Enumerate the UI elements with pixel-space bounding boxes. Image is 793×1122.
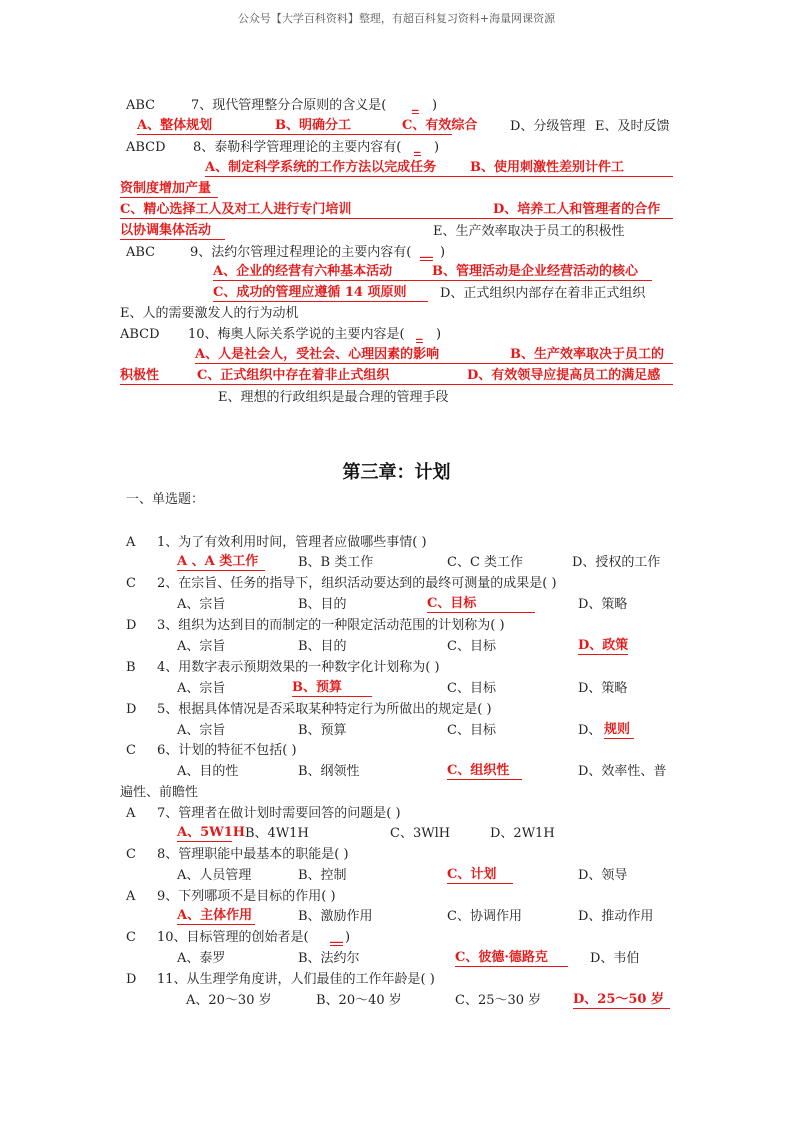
question-text: D、正式组织内部存在着非正式组织: [440, 286, 646, 301]
section-label: 一、单选题：: [126, 492, 205, 507]
answer-option: C、有效综合: [402, 118, 478, 133]
answer-option: B、预算: [292, 680, 372, 697]
answer-option: D、培养工人和管理者的合作: [493, 202, 673, 219]
question-text: 3、组织为达到目的而制定的一种限定活动范围的计划称为( ): [157, 618, 505, 633]
answer-option: A、制定科学系统的工作方法以完成任务: [205, 160, 470, 177]
question-text: B、4W1H: [245, 826, 309, 841]
question-text: B、纲领性: [298, 764, 360, 779]
question-text: E、生产效率取决于员工的积极性: [433, 224, 625, 239]
answer-key: ABCD: [120, 327, 160, 342]
question-text: E、及时反馈: [595, 119, 670, 134]
question-text: B、20～40 岁: [316, 993, 402, 1008]
answer-key: C: [126, 847, 136, 862]
answer-key: C: [126, 743, 136, 758]
question-text: 9、法约尔管理过程理论的主要内容有(: [190, 245, 412, 260]
question-text: D、2W1H: [490, 826, 555, 841]
answer-key: A: [126, 889, 136, 904]
question-text: D、策略: [578, 681, 628, 696]
question-text: C、目标: [447, 639, 496, 654]
question-text: A、人员管理: [177, 868, 252, 883]
question-text: B、法约尔: [298, 951, 360, 966]
answer-option: _: [414, 139, 421, 154]
answer-key: D: [126, 972, 137, 987]
question-text: D、推动作用: [578, 909, 654, 924]
question-text: D、授权的工作: [572, 555, 661, 570]
question-text: B、控制: [298, 868, 347, 883]
question-text: ): [432, 98, 438, 113]
question-text: B、预算: [298, 723, 347, 738]
question-text: 11、从生理学角度讲，人们最佳的工作年龄是( ): [157, 972, 435, 987]
question-text: B、B 类工作: [298, 555, 374, 570]
question-text: 7、现代管理整分合原则的含义是(: [191, 98, 387, 113]
answer-key: B: [126, 660, 136, 675]
answer-option: C、精心选择工人及对工人进行专门培训: [120, 202, 493, 219]
answer-option: 积极性: [120, 368, 197, 385]
question-text: A、宗旨: [177, 597, 226, 612]
question-text: C、目标: [447, 681, 496, 696]
answer-option: A、人是社会人，受社会、心理因素的影响: [195, 347, 510, 364]
question-text: C、目标: [447, 723, 496, 738]
answer-option: __: [420, 244, 433, 259]
answer-option: 以协调集体活动: [120, 223, 225, 240]
question-text: 8、管理职能中最基本的职能是( ): [157, 847, 349, 862]
question-text: ): [436, 327, 442, 342]
question-text: C、25～30 岁: [455, 993, 542, 1008]
question-text: B、目的: [298, 597, 347, 612]
question-text: D、: [578, 723, 602, 738]
question-text: ): [345, 930, 351, 945]
answer-key: D: [126, 702, 137, 717]
answer-key: A: [126, 806, 136, 821]
question-text: D、效率性、普: [578, 764, 667, 779]
question-text: 遍性、前瞻性: [120, 785, 199, 800]
answer-option: C、正式组织中存在着非止式组织: [197, 368, 467, 385]
answer-option: A 、A 类工作: [177, 554, 265, 571]
question-text: A、泰罗: [177, 951, 226, 966]
answer-option: C、目标: [427, 596, 535, 613]
question-text: A、20～30 岁: [186, 993, 272, 1008]
question-text: 5、根据具体情况是否采取某种特定行为所做出的规定是( ): [157, 702, 492, 717]
answer-key: ABC: [126, 98, 156, 113]
question-text: A、目的性: [177, 764, 239, 779]
question-text: A、宗旨: [177, 681, 226, 696]
question-text: 2、在宗旨、任务的指导下，组织活动要达到的最终可测量的成果是( ): [157, 576, 557, 591]
answer-key: ABCD: [126, 140, 166, 155]
answer-option: _: [412, 97, 419, 112]
answer-option: 规则: [604, 722, 634, 739]
answer-option: C、成功的管理应遵循 14 项原则: [213, 285, 428, 302]
answer-option: D、25～50 岁: [573, 992, 670, 1009]
question-text: E、人的需要激发人的行为动机: [120, 306, 299, 321]
answer-option: C、彼德·德路克: [455, 950, 568, 967]
question-text: D、领导: [578, 868, 628, 883]
question-text: C、协调作用: [447, 909, 522, 924]
question-text: A、宗旨: [177, 723, 226, 738]
page-header: 公众号【大学百科资料】整理，有超百科复习资料+海量网课资源: [237, 12, 556, 25]
question-text: C、C 类工作: [447, 555, 524, 570]
answer-option: 资制度增加产量: [120, 181, 218, 198]
answer-option: D、政策: [578, 638, 629, 653]
question-text: 9、下列哪项不是目标的作用( ): [157, 889, 336, 904]
question-text: 6、计划的特征不包括( ): [157, 743, 297, 758]
question-text: B、激励作用: [298, 909, 373, 924]
question-text: 7、管理者在做计划时需要回答的问题是( ): [157, 806, 401, 821]
question-text: ): [440, 245, 446, 260]
answer-option: C、组织性: [447, 763, 522, 780]
question-text: B、目的: [298, 639, 347, 654]
question-text: E、理想的行政组织是最合理的管理手段: [218, 390, 449, 405]
answer-option: A、主体作用: [177, 908, 255, 925]
answer-option: C、计划: [447, 867, 513, 884]
question-text: ): [434, 140, 440, 155]
question-text: C、3WlH: [390, 826, 451, 841]
answer-option: B、管理活动是企业经营活动的核心: [432, 264, 652, 281]
answer-key: ABC: [126, 245, 156, 260]
answer-option: A、5W1H: [177, 825, 246, 840]
answer-option: A、企业的经营有六种基本活动: [213, 264, 432, 281]
question-text: 10、目标管理的创始者是(: [157, 930, 309, 945]
answer-option: __: [330, 929, 343, 944]
chapter-title: 第三章：计划: [342, 462, 451, 483]
answer-key: D: [126, 618, 137, 633]
question-text: D、策略: [578, 597, 628, 612]
answer-option: B、生产效率取决于员工的: [510, 347, 673, 364]
answer-option: B、使用刺激性差别计件工: [470, 160, 673, 177]
question-text: 1、为了有效利用时间，管理者应做哪些事情( ): [157, 535, 427, 550]
answer-option: D、有效领导应提高员工的满足感: [467, 368, 673, 385]
answer-option: _: [416, 326, 423, 341]
question-text: A、宗旨: [177, 639, 226, 654]
answer-option: B、明确分工: [275, 118, 402, 135]
question-text: D、分级管理: [510, 119, 586, 134]
answer-key: A: [126, 535, 136, 550]
question-text: 10、梅奥人际关系学说的主要内容是(: [188, 327, 405, 342]
question-text: 4、用数字表示预期效果的一种数字化计划称为( ): [157, 660, 440, 675]
answer-option: A、整体规划: [137, 118, 275, 135]
question-text: 8、泰勒科学管理理论的主要内容有(: [193, 140, 402, 155]
question-text: D、韦伯: [590, 951, 640, 966]
answer-key: C: [126, 930, 136, 945]
answer-key: C: [126, 576, 136, 591]
